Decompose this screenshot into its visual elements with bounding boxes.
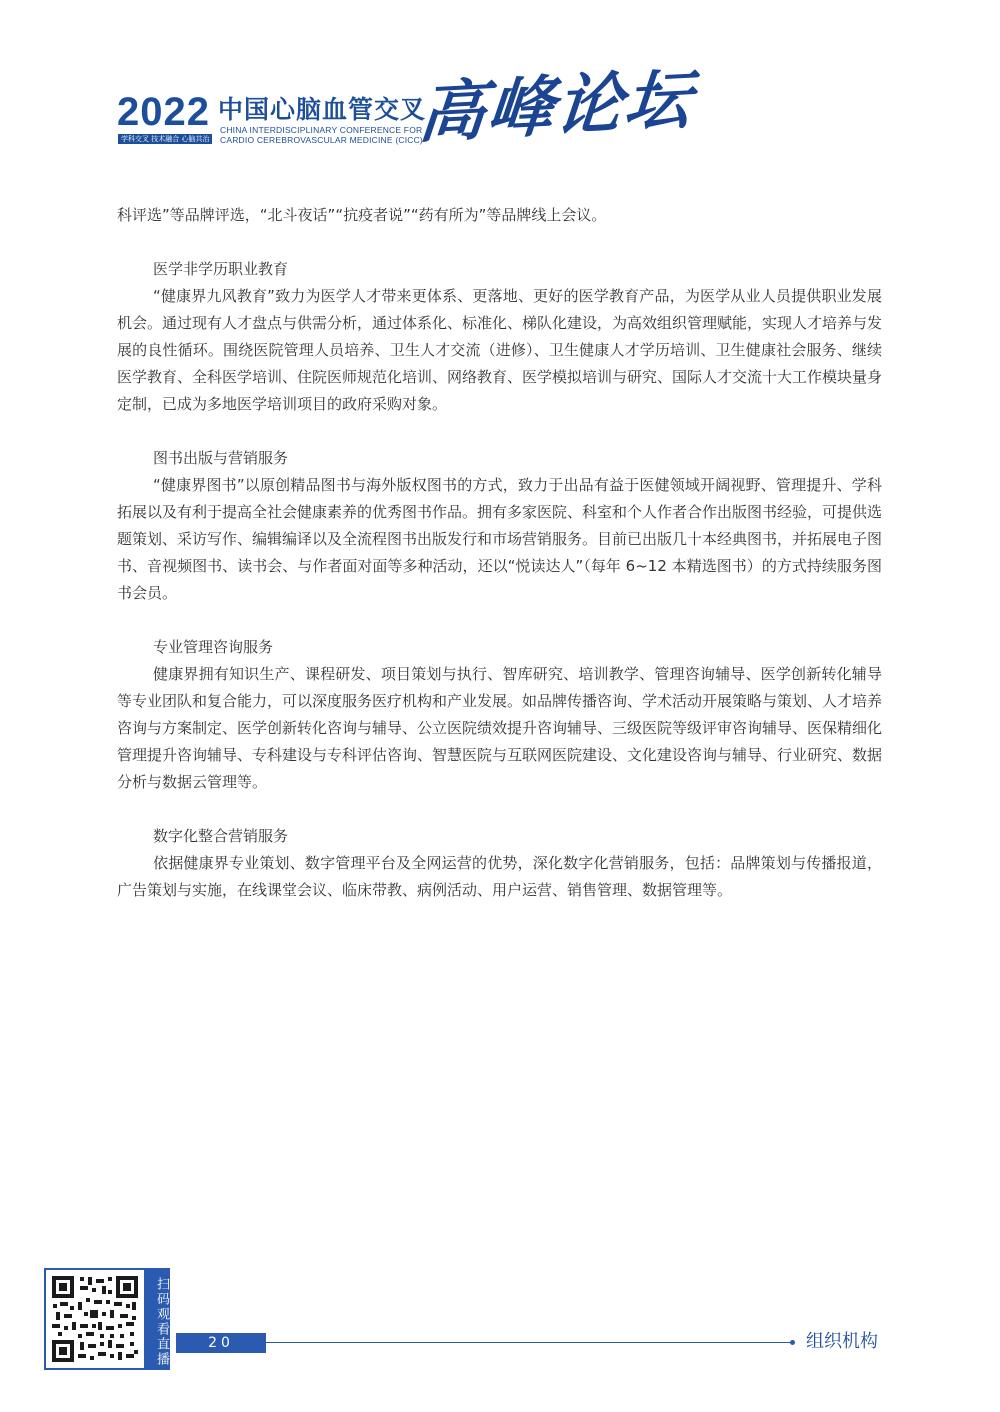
qr-label: 扫码观看直播: [146, 1268, 170, 1370]
section-body: “健康界图书”以原创精品图书与海外版权图书的方式，致力于出品有益于医健领域开阔视野、管理提升、学科拓展以及有利于提高全社会健康素养的优秀图书作品。拥有多家医院、科室和个人作者合作出版图书经验，可提供选题策划、采访写作、编辑编译以及全流程图书出版发行和市场营销服务。目前已出版几十本经典图书，并拓展电子图书、音视频图书、读书会、与作者面对面等多种活动，还以“悦读达人”（每年 6~12 本精选图书）的方式持续服务图书会员。: [117, 476, 883, 602]
page-header: [0, 0, 1000, 180]
section-title: 专业管理咨询服务: [153, 638, 274, 656]
section-body: 健康界拥有知识生产、课程研发、项目策划与执行、智库研究、培训教学、管理咨询辅导、医学创新转化辅导等专业团队和复合能力，可以深度服务医疗机构和产业发展。如品牌传播咨询、学术活动开展策略与策划、人才培养咨询与方案制定、医学创新转化咨询与辅导、公立医院绩效提升咨询辅导、三级医院等级评审咨询辅导、医保精细化管理提升咨询辅导、专科建设与专科评估咨询、智慧医院与互联网医院建设、文化建设咨询与辅导、行业研究、数据分析与数据云管理等。: [117, 665, 883, 791]
footer-divider: [266, 1342, 792, 1343]
calligraphy-title: 高峰论坛: [415, 59, 697, 153]
conference-slogan: 学科交叉 技术融合 心脑共治: [118, 134, 212, 144]
qr-code[interactable]: [44, 1268, 146, 1370]
footer-divider-dot: [790, 1340, 795, 1345]
page-number: 20: [176, 1333, 266, 1353]
section-title: 图书出版与营销服务: [153, 449, 289, 467]
section-title: 医学非学历职业教育: [153, 260, 289, 278]
page-content: [117, 202, 882, 904]
conference-year: 2022: [117, 90, 210, 134]
section-name: 组织机构: [806, 1331, 878, 1352]
conference-title-en: CHINA INTERDISCIPLINARY CONFERENCE FOR CARDIO CEREBROVASCULAR MEDICINE (CICC): [220, 125, 423, 145]
qr-code-icon: [50, 1274, 140, 1364]
conference-title-cn: 中国心脑血管交叉: [218, 95, 427, 124]
section-body: 依据健康界专业策划、数字管理平台及全网运营的优势，深化数字化营销服务，包括：品牌策划与传播报道，广告策划与实施，在线课堂会议、临床带教、病例活动、用户运营、销售管理、数据管理等。: [117, 854, 882, 899]
section-title: 数字化整合营销服务: [153, 827, 289, 845]
intro-paragraph: 科评选”等品牌评选，“北斗夜话”“抗疫者说”“药有所为”等品牌线上会议。: [117, 206, 607, 224]
section-body: “健康界九风教育”致力为医学人才带来更体系、更落地、更好的医学教育产品，为医学从业人员提供职业发展机会。通过现有人才盘点与供需分析，通过体系化、标准化、梯队化建设，为高效组织管理赋能，实现人才培养与发展的良性循环。围绕医院管理人员培养、卫生人才交流（进修）、卫生健康人才学历培训、卫生健康社会服务、继续医学教育、全科医学培训、住院医师规范化培训、网络教育、医学模拟培训与研究、国际人才交流十大工作模块量身定制，已成为多地医学培训项目的政府采购对象。: [117, 287, 883, 413]
